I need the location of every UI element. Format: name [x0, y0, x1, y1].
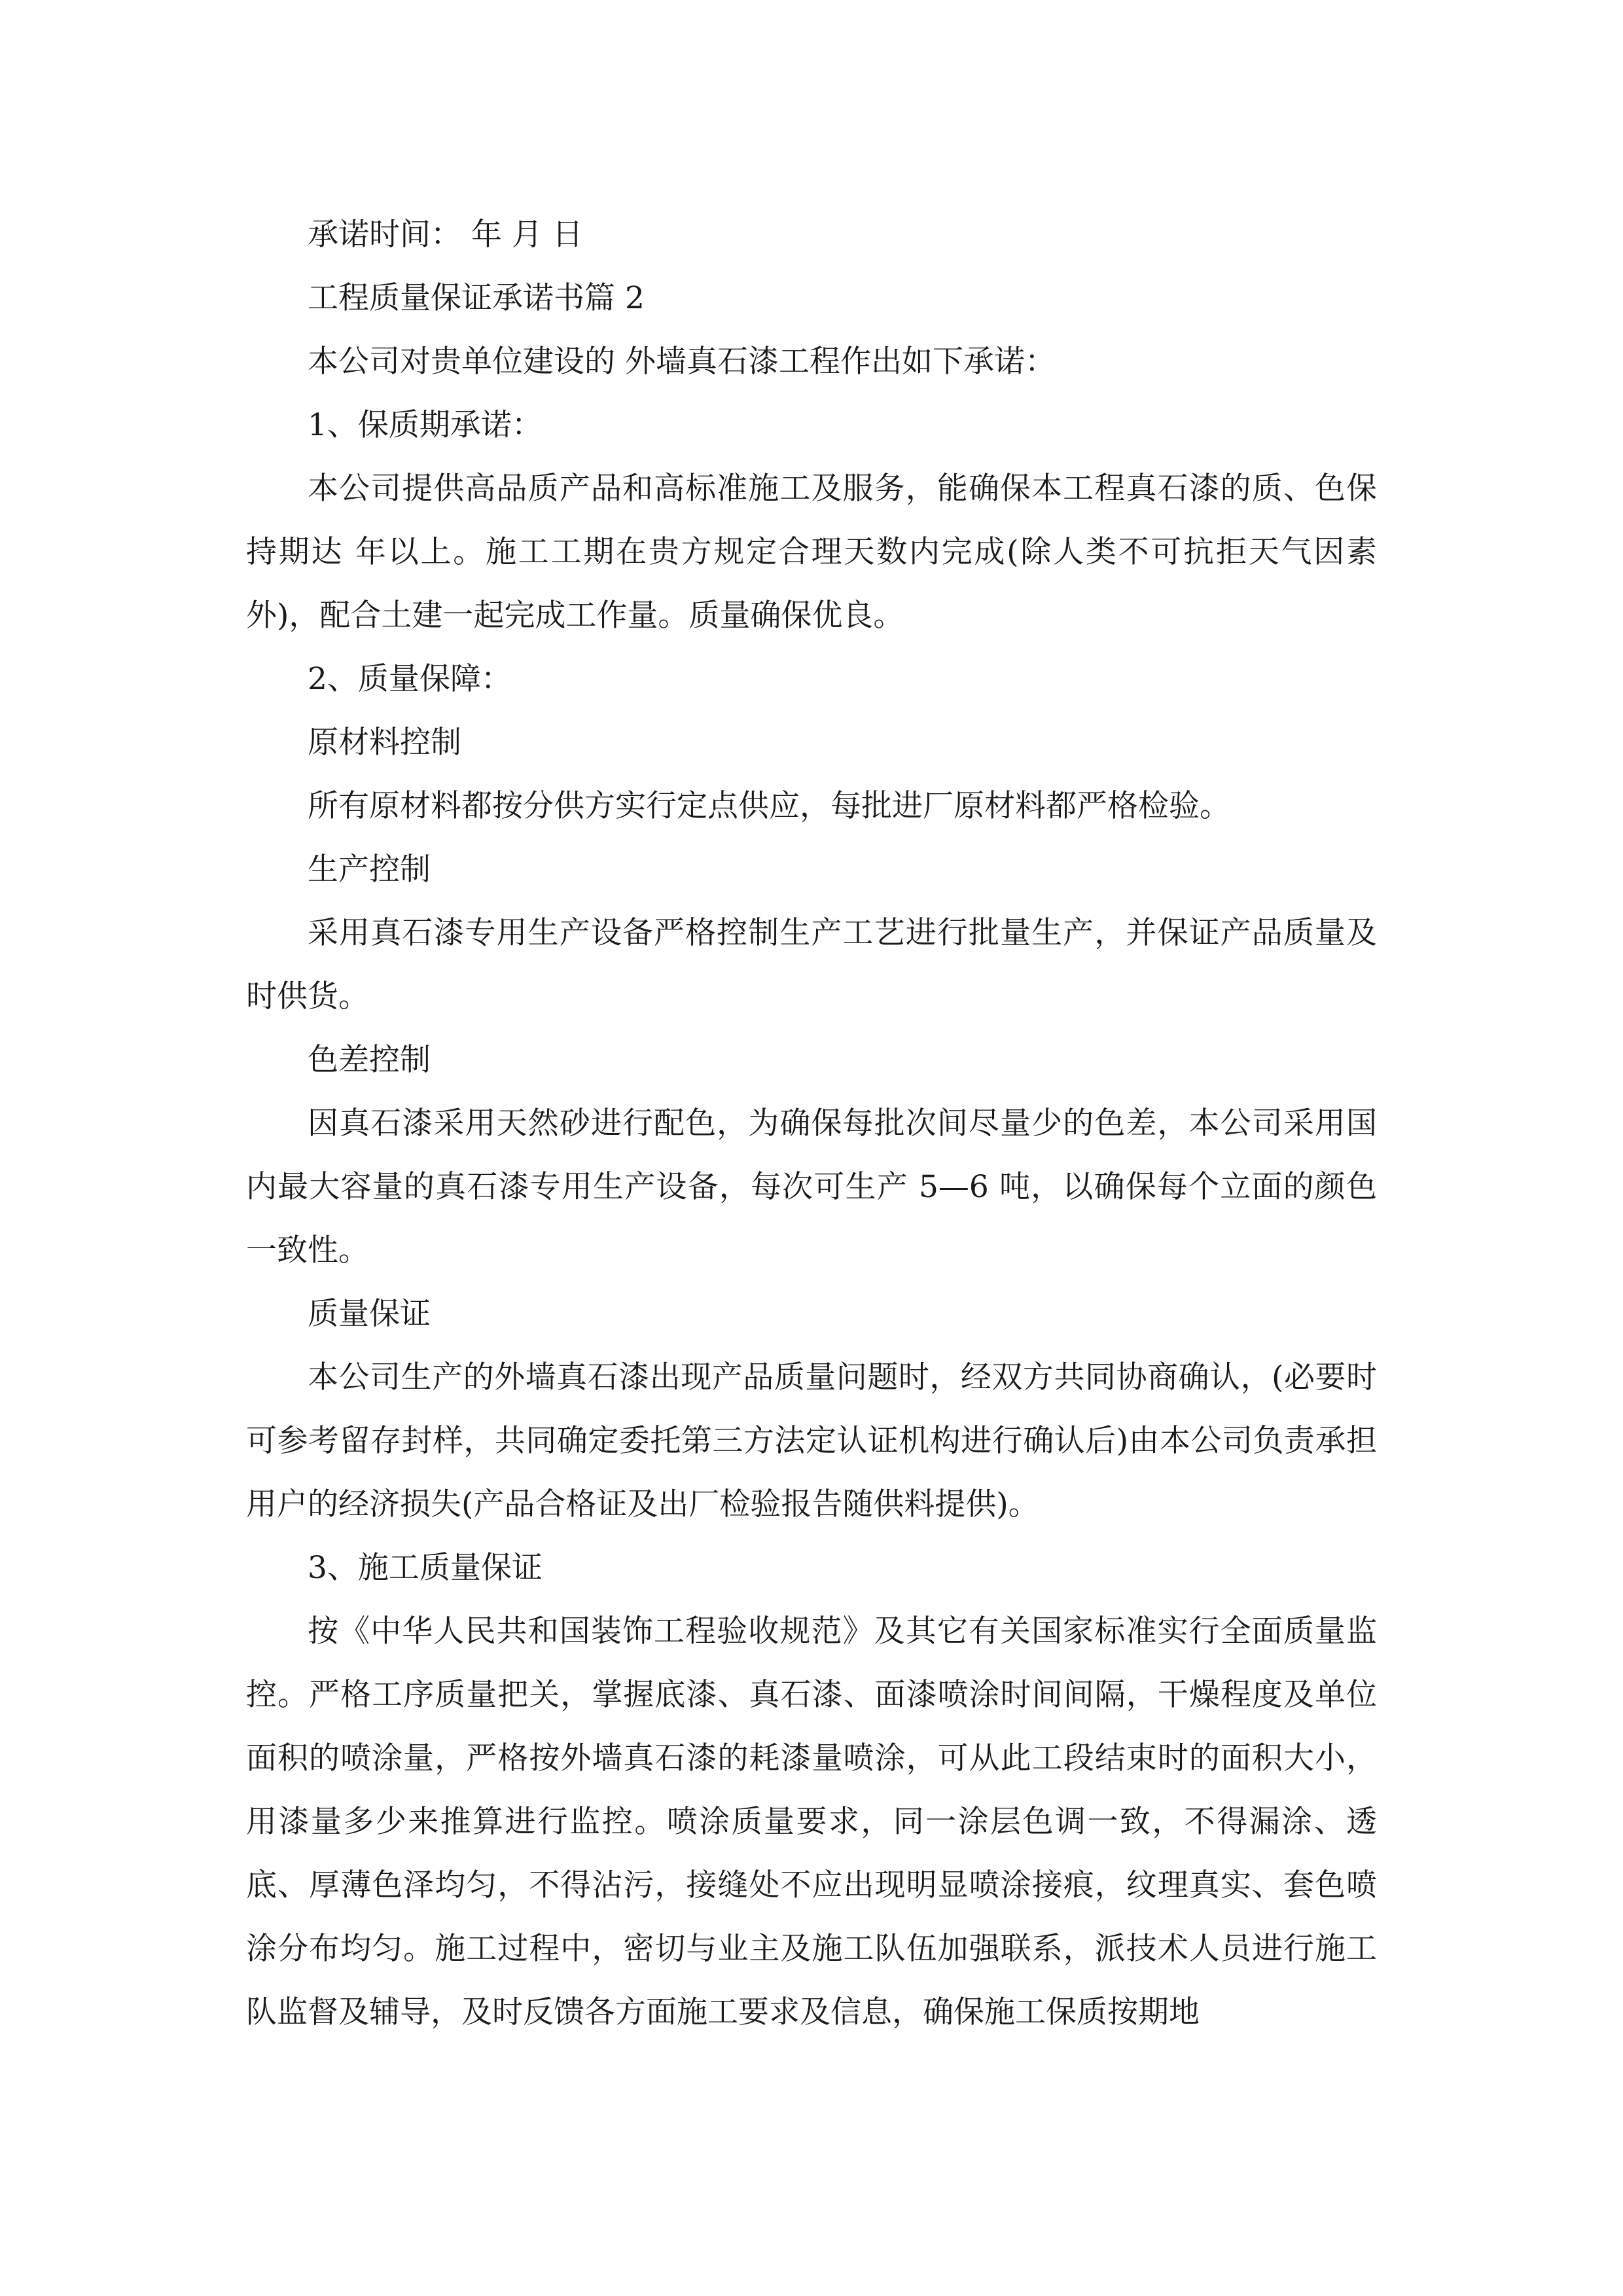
construction-quality-paragraph: 按《中华人民共和国装饰工程验收规范》及其它有关国家标准实行全面质量监控。严格工序质量把关，掌握底漆、真石漆、面漆喷涂时间间隔，干燥程度及单位面积的喷涂量，严格按外墙真石漆的耗漆量喷涂，可从此工段结束时的面积大小，用漆量多少来推算进行监控。喷涂质量要求，同一涂层色调一致，不得漏涂、透底、厚薄色泽均匀，不得沾污，接缝处不应出现明显喷涂接痕，纹理真实、套色喷涂分布均匀。施工过程中，密切与业主及施工队伍加强联系，派技术人员进行施工队监督及辅导，及时反馈各方面施工要求及信息，确保施工保质按期地	[246, 1613, 1377, 2030]
intro-paragraph: 本公司对贵单位建设的 外墙真石漆工程作出如下承诺：	[308, 344, 1056, 380]
color-control-paragraph: 因真石漆采用天然砂进行配色，为确保每批次间尽量少的色差，本公司采用国内最大容量的真石漆专用生产设备，每次可生产 5—6 吨，以确保每个立面的颜色一致性。	[246, 1105, 1377, 1268]
document-body	[246, 203, 1377, 2044]
quality-guarantee-paragraph: 本公司生产的外墙真石漆出现产品质量问题时，经双方共同协商确认，(必要时可参考留存封样，共同确定委托第三方法定认证机构进行确认后)由本公司负责承担用户的经济损失(产品合格证及出厂检验报告随供料提供)。	[246, 1359, 1377, 1522]
heading-warranty-period: 1、保质期承诺：	[308, 407, 543, 443]
heading-raw-material-control: 原材料控制	[308, 725, 461, 761]
heading-quality-guarantee: 质量保证	[308, 1296, 431, 1332]
heading-quality-assurance: 2、质量保障：	[308, 661, 512, 697]
raw-material-paragraph: 所有原材料都按分供方实行定点供应，每批进厂原材料都严格检验。	[308, 788, 1230, 824]
heading-production-control: 生产控制	[308, 852, 431, 888]
heading-construction-quality: 3、施工质量保证	[308, 1550, 543, 1586]
promise-date-line: 承诺时间： 年 月 日	[308, 217, 583, 253]
production-paragraph: 采用真石漆专用生产设备严格控制生产工艺进行批量生产，并保证产品质量及时供货。	[246, 915, 1377, 1014]
warranty-paragraph: 本公司提供高品质产品和高标准施工及服务，能确保本工程真石漆的质、色保持期达 年以上。施工工期在贵方规定合理天数内完成(除人类不可抗拒天气因素外)，配合土建一起完成工作量。质量确保优良。	[246, 471, 1377, 634]
heading-color-control: 色差控制	[308, 1042, 431, 1078]
section-title: 工程质量保证承诺书篇 2	[308, 280, 645, 316]
